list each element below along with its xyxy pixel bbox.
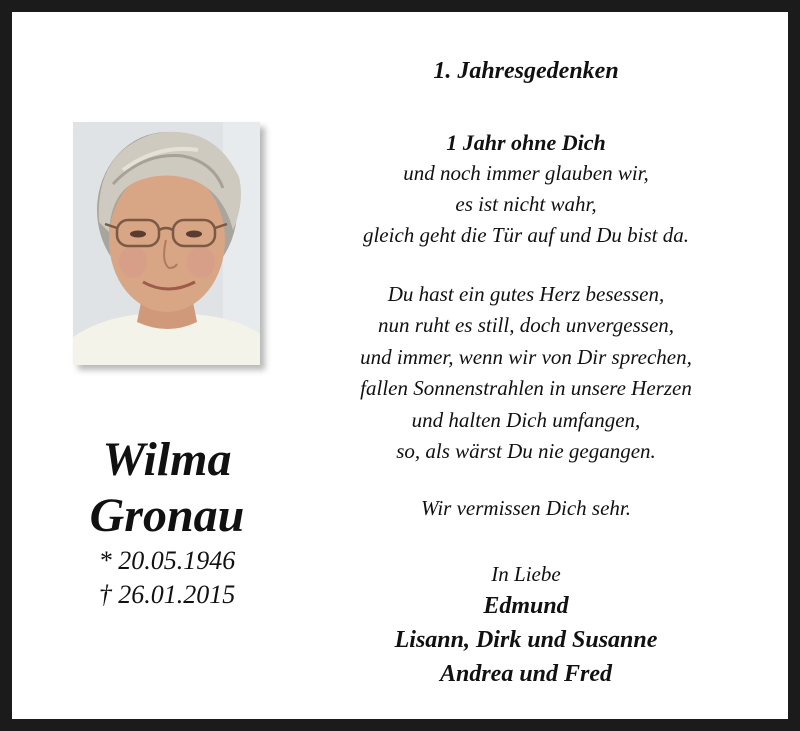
closing-line: Wir vermissen Dich sehr. <box>421 496 631 520</box>
memorial-heading: 1. Jahresgedenken <box>433 58 619 84</box>
poem-line: es ist nicht wahr, <box>455 192 597 216</box>
deceased-last-name: Gronau <box>89 489 245 542</box>
poem-line: und noch immer glauben wir, <box>403 161 649 185</box>
death-date: † 26.01.2015 <box>98 580 236 609</box>
signers <box>312 589 740 691</box>
poem-stanza-2 <box>312 279 740 467</box>
poem-line: und immer, wenn wir von Dir sprechen, <box>360 344 692 369</box>
poem-line: so, als wärst Du nie gegangen. <box>396 439 656 464</box>
poem-line: und halten Dich umfangen, <box>411 407 641 432</box>
poem-line: Du hast ein gutes Herz besessen, <box>387 282 665 306</box>
signer-name: Lisann, Dirk und Susanne <box>394 627 658 653</box>
poem-line: nun ruht es still, doch unvergessen, <box>377 313 675 338</box>
signer-name: Andrea und Fred <box>439 661 613 687</box>
poem-line: fallen Sonnenstrahlen in unsere Herzen <box>360 376 692 401</box>
in-love-label: In Liebe <box>491 562 561 586</box>
poem-line: gleich geht die Tür auf und Du bist da. <box>362 223 690 247</box>
poem-title: 1 Jahr ohne Dich <box>446 130 606 155</box>
poem-stanza-1 <box>312 127 740 251</box>
portrait-photo <box>73 122 260 365</box>
signer-name: Edmund <box>483 593 569 619</box>
birth-date: * 20.05.1946 <box>98 546 236 575</box>
deceased-first-name: Wilma <box>102 433 232 486</box>
